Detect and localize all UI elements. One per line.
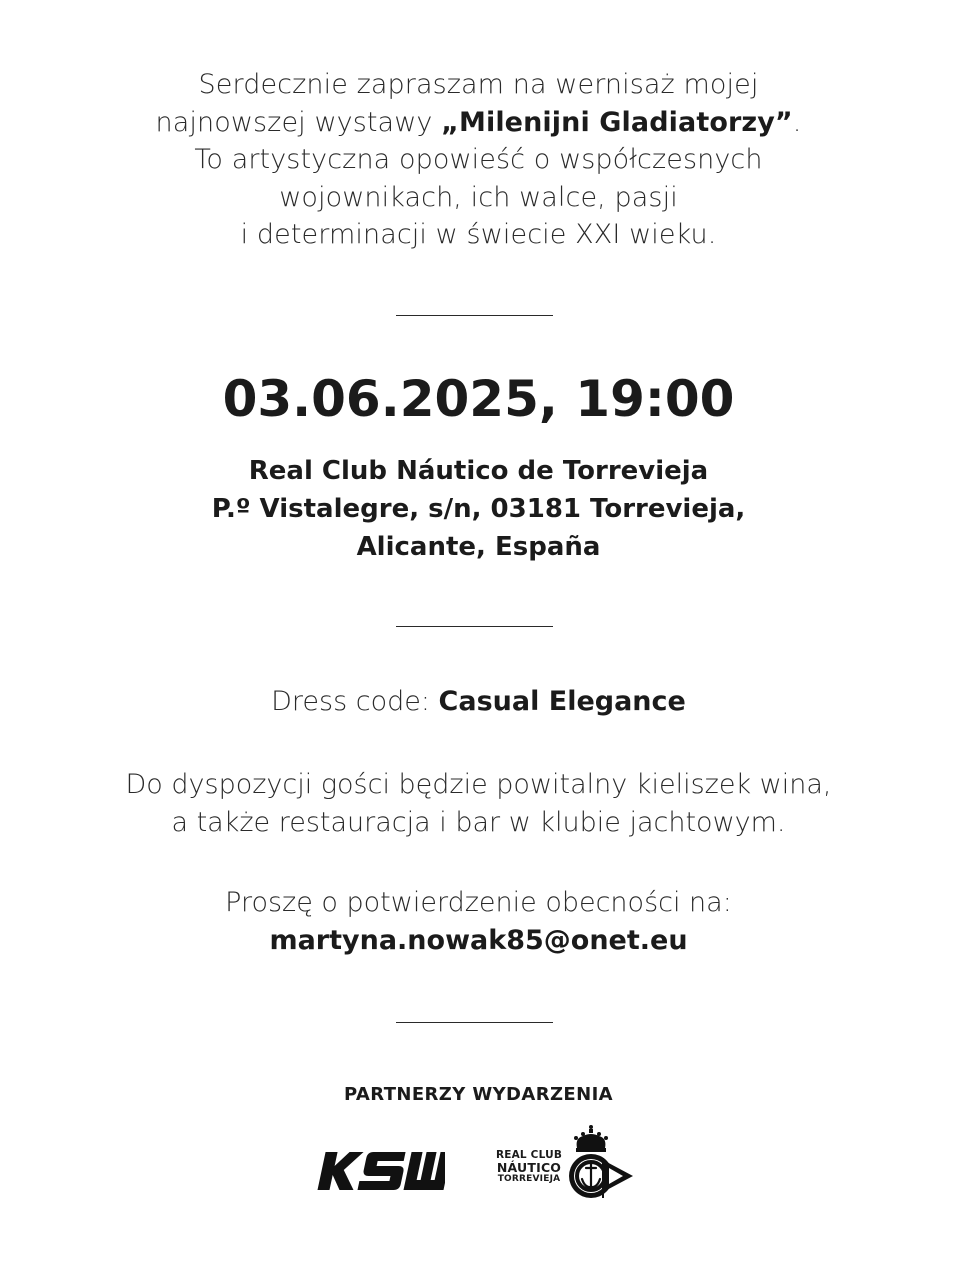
intro-line-3: To artystyczna opowieść o współczesnych bbox=[194, 144, 763, 175]
rsvp-email[interactable]: martyna.nowak85@onet.eu bbox=[269, 925, 688, 956]
partners-heading: PARTNERZY WYDARZENIA bbox=[343, 1084, 614, 1105]
amenities-line-1: Do dyspozycji gości będzie powitalny kieliszek wina, bbox=[125, 769, 832, 800]
dress-code bbox=[0, 686, 957, 717]
real-club-nautico-logo bbox=[493, 1124, 638, 1202]
divider-3 bbox=[396, 1022, 553, 1023]
dress-code-label: Dress code: bbox=[271, 686, 439, 717]
venue-name: Real Club Náutico de Torrevieja bbox=[248, 456, 709, 486]
intro-line-2-suffix: . bbox=[792, 106, 802, 138]
divider-2 bbox=[396, 626, 553, 627]
divider-1 bbox=[396, 315, 553, 316]
club-logo-line-1: REAL CLUB bbox=[495, 1149, 563, 1161]
ksw-logo bbox=[315, 1150, 445, 1192]
intro-line-5: i determinacji w świecie XXI wieku. bbox=[240, 219, 717, 250]
club-logo-line-2: NÁUTICO bbox=[496, 1160, 562, 1175]
amenities-paragraph bbox=[0, 766, 957, 842]
intro-line-2-prefix: najnowszej wystawy bbox=[155, 106, 442, 138]
venue-address-line-2: Alicante, España bbox=[356, 532, 601, 562]
rsvp-label: Proszę o potwierdzenie obecności na: bbox=[225, 887, 732, 918]
venue-address-line-1: P.º Vistalegre, s/n, 03181 Torrevieja, bbox=[211, 494, 746, 524]
event-datetime: 03.06.2025, 19:00 bbox=[222, 370, 735, 428]
dress-code-value: Casual Elegance bbox=[438, 686, 686, 717]
venue-block bbox=[0, 452, 957, 566]
intro-line-1: Serdecznie zapraszam na wernisaż mojej bbox=[198, 69, 759, 100]
rsvp-block bbox=[0, 884, 957, 960]
intro-line-2 bbox=[60, 104, 897, 142]
exhibition-title: „Milenijni Gladiatorzy” bbox=[441, 106, 793, 138]
intro-line-4: wojownikach, ich walce, pasji bbox=[279, 181, 678, 213]
intro-paragraph bbox=[60, 66, 897, 254]
amenities-line-2: a także restauracja i bar w klubie jachtowym. bbox=[171, 807, 786, 838]
crown-anchor-emblem-icon bbox=[565, 1124, 635, 1202]
club-logo-line-3: TORREVIEJA bbox=[497, 1174, 561, 1184]
club-logo-text bbox=[493, 1150, 565, 1185]
